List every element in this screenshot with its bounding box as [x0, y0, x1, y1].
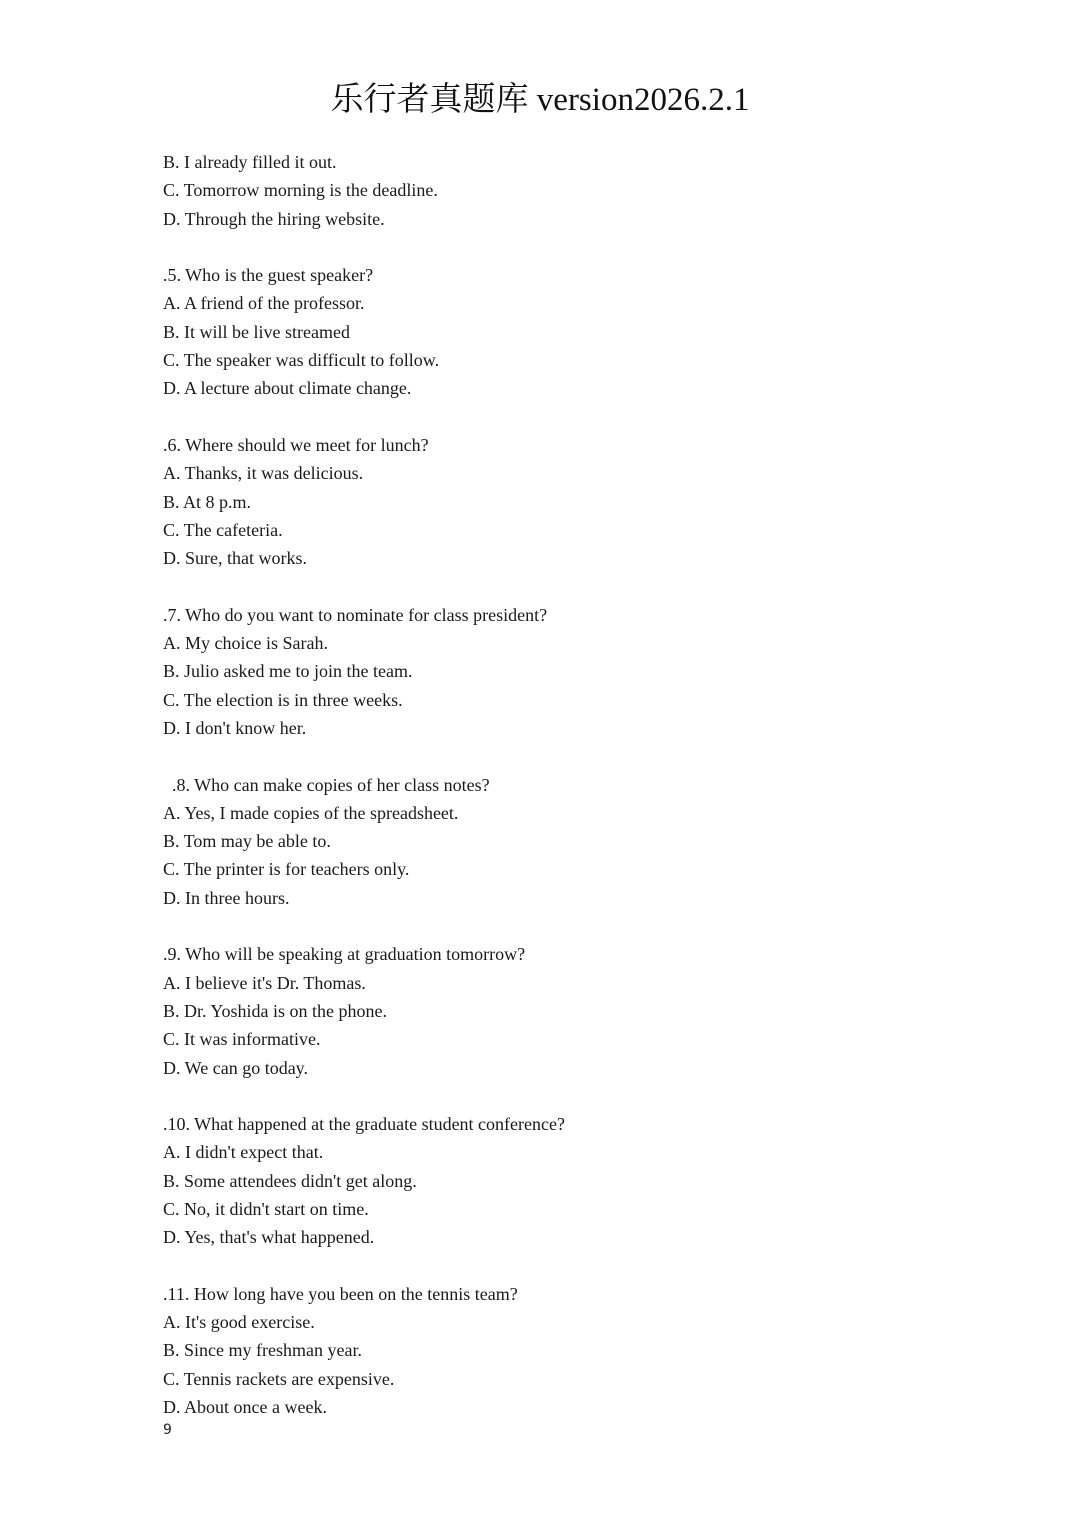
option-8d: D. In three hours. — [163, 887, 290, 908]
spacer — [163, 572, 983, 600]
spacer — [163, 912, 983, 940]
option-4c: C. Tomorrow morning is the deadline. — [163, 180, 438, 201]
question-9: .9. Who will be speaking at graduation tomorrow? — [163, 944, 526, 965]
option-5b: B. It will be live streamed — [163, 321, 350, 342]
option-7b: B. Julio asked me to join the team. — [163, 661, 413, 682]
option-6b: B. At 8 p.m. — [163, 491, 252, 512]
option-8b: B. Tom may be able to. — [163, 831, 331, 852]
option-10a: A. I didn't expect that. — [163, 1142, 324, 1163]
option-9c: C. It was informative. — [163, 1029, 321, 1050]
option-9d: D. We can go today. — [163, 1057, 309, 1078]
option-6d: D. Sure, that works. — [163, 548, 307, 569]
option-7a: A. My choice is Sarah. — [163, 633, 328, 654]
option-5c: C. The speaker was difficult to follow. — [163, 350, 440, 371]
question-6: .6. Where should we meet for lunch? — [163, 434, 429, 455]
option-10b: B. Some attendees didn't get along. — [163, 1170, 417, 1191]
spacer — [163, 1082, 983, 1110]
page-number: 9 — [163, 1422, 172, 1438]
option-11c: C. Tennis rackets are expensive. — [163, 1368, 395, 1389]
option-11a: A. It's good exercise. — [163, 1312, 315, 1333]
spacer — [163, 1252, 983, 1280]
option-9a: A. I believe it's Dr. Thomas. — [163, 972, 366, 993]
page-title: 乐行者真题库 version2026.2.1 — [330, 82, 750, 118]
spacer — [163, 403, 983, 431]
option-11d: D. About once a week. — [163, 1397, 327, 1418]
option-7d: D. I don't know her. — [163, 717, 307, 738]
option-6a: A. Thanks, it was delicious. — [163, 463, 364, 484]
option-8c: C. The printer is for teachers only. — [163, 859, 410, 880]
option-5d: D. A lecture about climate change. — [163, 378, 412, 399]
option-6c: C. The cafeteria. — [163, 519, 283, 540]
spacer — [163, 233, 983, 261]
option-9b: B. Dr. Yoshida is on the phone. — [163, 1000, 388, 1021]
option-7c: C. The election is in three weeks. — [163, 689, 403, 710]
option-10d: D. Yes, that's what happened. — [163, 1227, 375, 1248]
option-11b: B. Since my freshman year. — [163, 1340, 362, 1361]
spacer — [163, 742, 983, 770]
option-8a: A. Yes, I made copies of the spreadsheet. — [163, 802, 459, 823]
question-10: .10. What happened at the graduate student conference? — [163, 1114, 565, 1135]
question-list — [163, 148, 983, 1421]
question-8: .8. Who can make copies of her class notes? — [163, 774, 490, 795]
question-5: .5. Who is the guest speaker? — [163, 265, 374, 286]
option-4b: B. I already filled it out. — [163, 152, 337, 172]
option-10c: C. No, it didn't start on time. — [163, 1198, 369, 1219]
question-7: .7. Who do you want to nominate for class president? — [163, 604, 548, 625]
option-4d: D. Through the hiring website. — [163, 208, 385, 229]
option-5a: A. A friend of the professor. — [163, 293, 365, 314]
question-11: .11. How long have you been on the tennis team? — [163, 1283, 518, 1304]
